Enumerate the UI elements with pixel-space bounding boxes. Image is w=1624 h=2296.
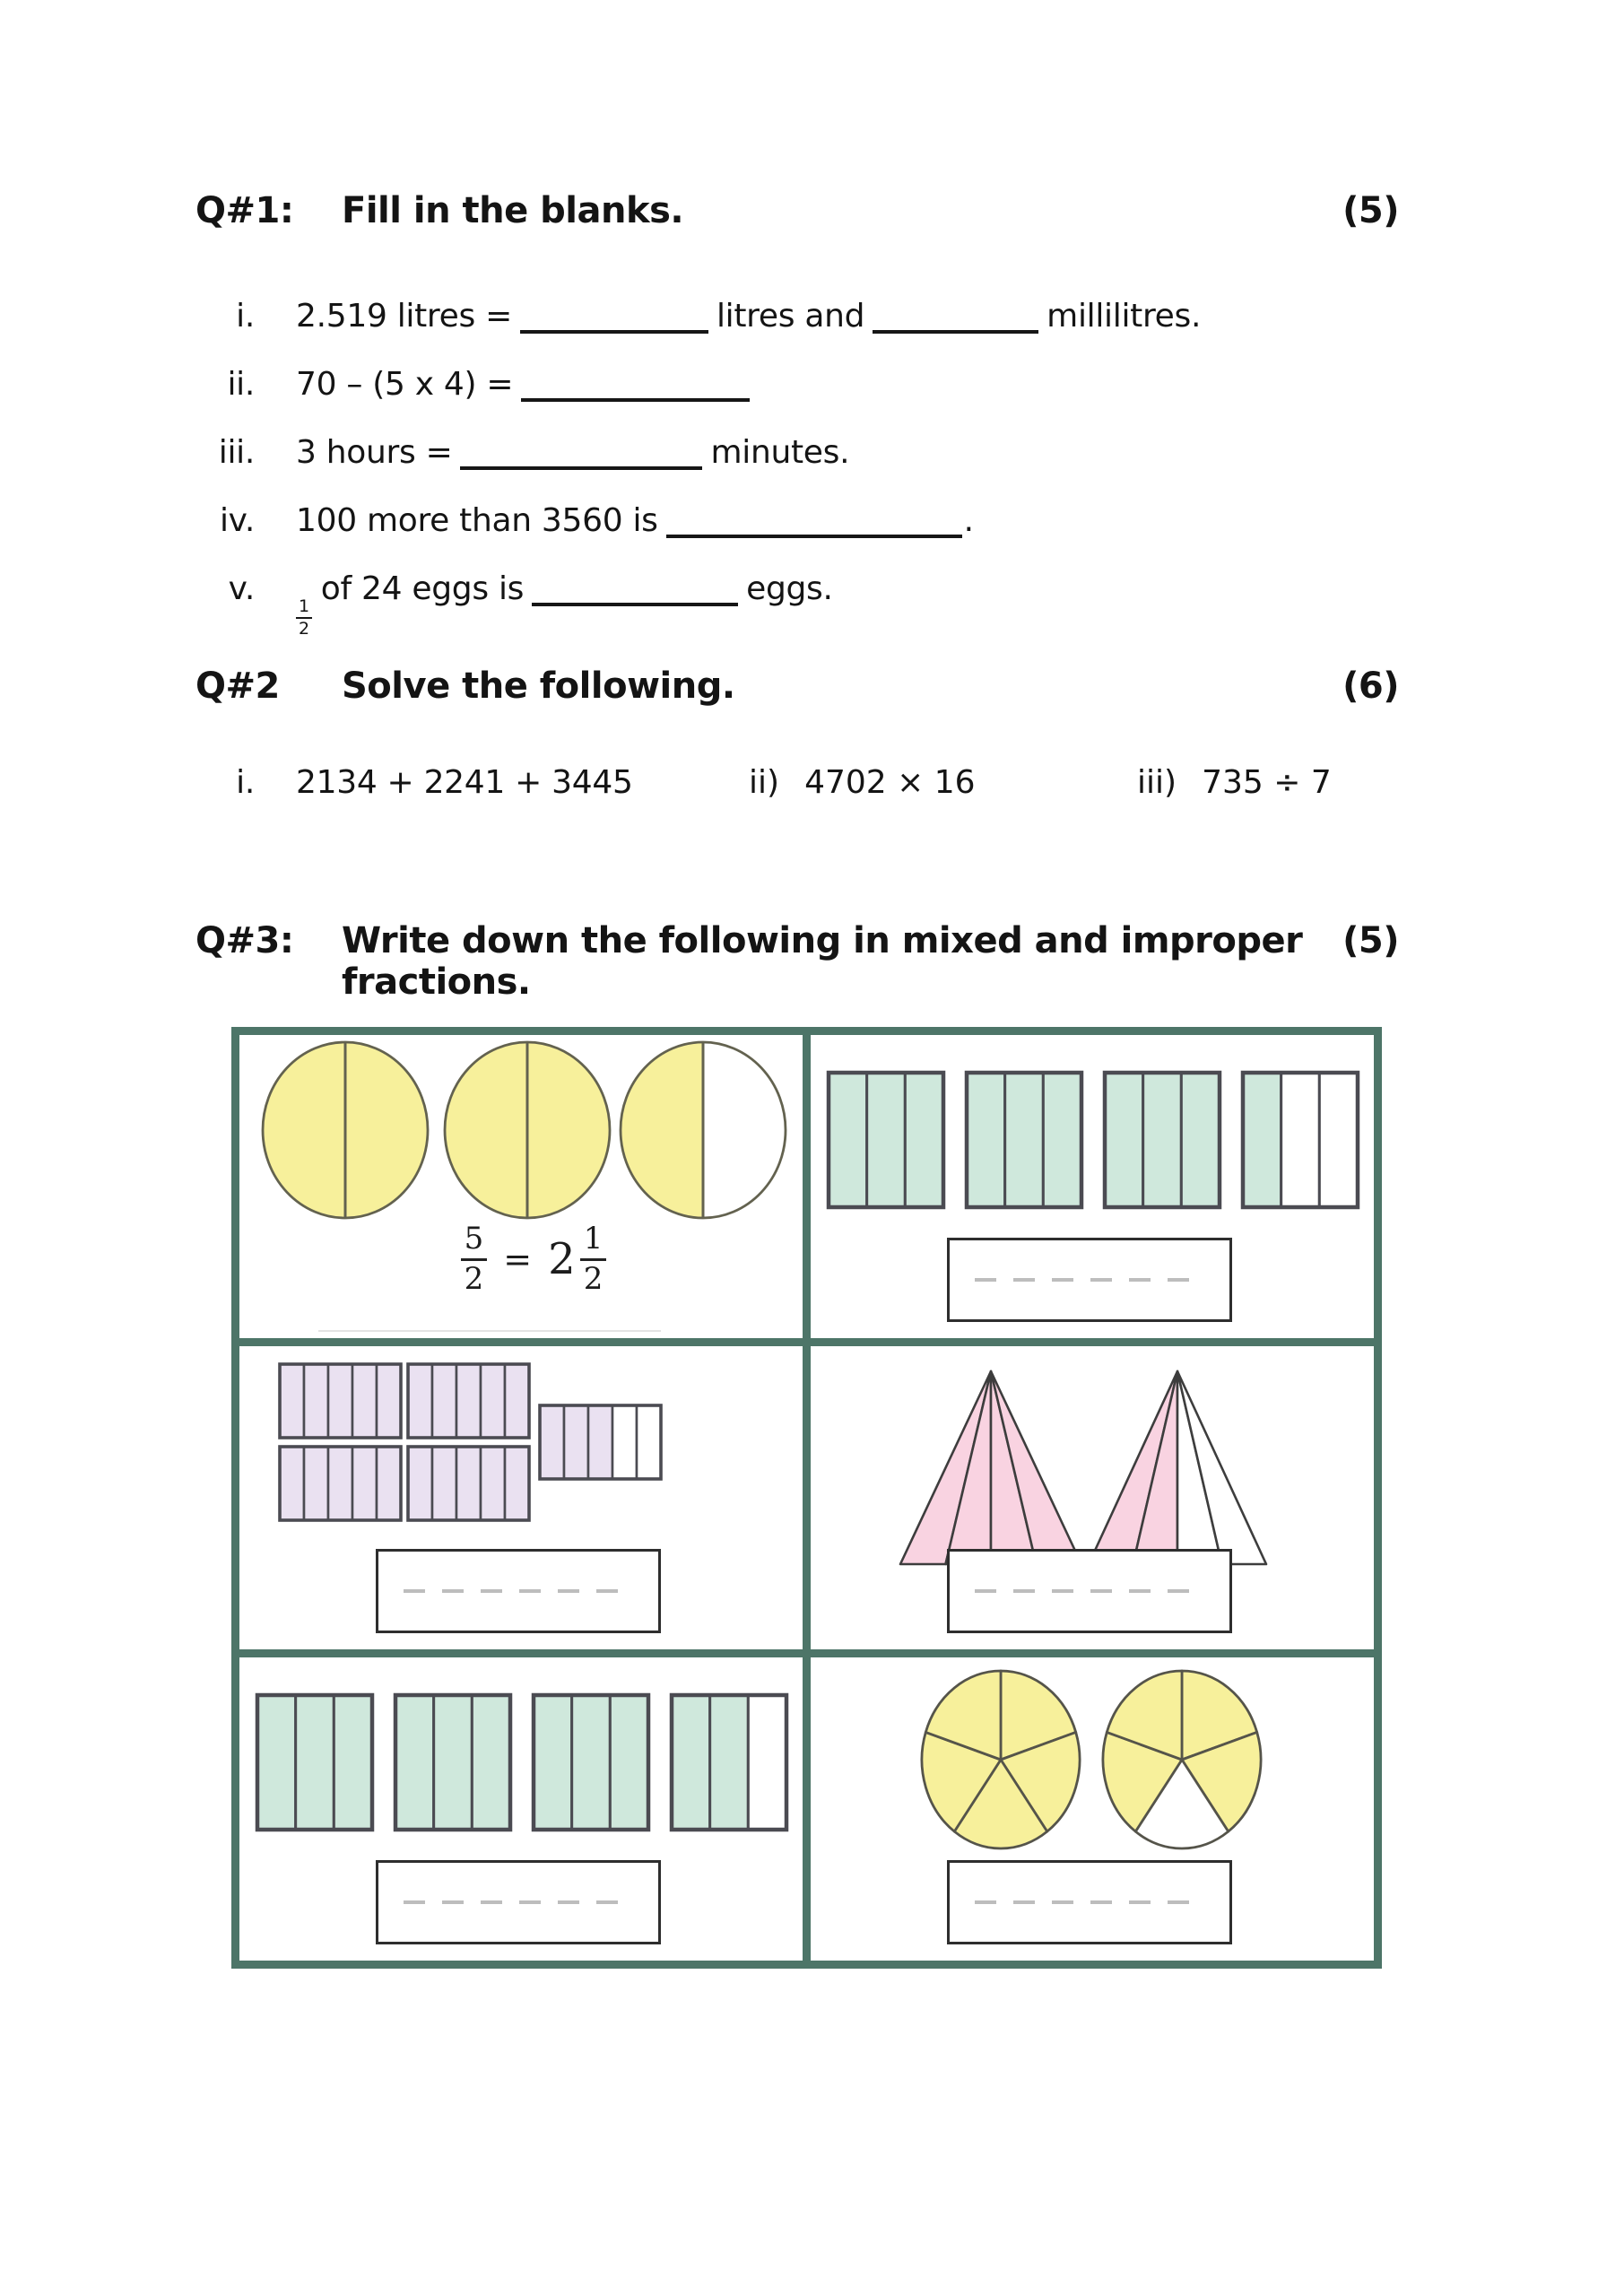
q1-item-v <box>195 570 833 638</box>
mixed-whole-number: 2 <box>548 1234 576 1285</box>
q3-marks: (5) <box>1342 920 1399 961</box>
item-text: 735 ÷ 7 <box>1202 764 1332 801</box>
blank-line <box>532 601 738 606</box>
blank-line <box>521 396 750 402</box>
blank-line <box>666 533 962 538</box>
item-numeral: ii) <box>749 764 780 801</box>
q3-heading <box>195 920 1399 1003</box>
answer-box <box>376 1860 661 1944</box>
item-text: 4702 × 16 <box>804 764 976 801</box>
grid-cell-half-circles <box>239 1035 803 1338</box>
faint-underline <box>318 1330 661 1332</box>
q1-marks: (5) <box>1342 190 1399 231</box>
dashed-answer-line <box>975 1589 1204 1593</box>
item-text: 2134 + 2241 + 3445 <box>296 764 633 801</box>
item-numeral: ii. <box>227 366 255 403</box>
answer-box <box>947 1238 1232 1322</box>
item-text: $\frac{1}{2}$ of 24 eggs is eggs. <box>296 570 833 638</box>
q2-label: Q#2 <box>195 665 280 707</box>
example-fraction <box>252 1223 803 1295</box>
blank-line <box>873 328 1038 334</box>
dashed-answer-line <box>975 1900 1204 1904</box>
q2-marks: (6) <box>1342 665 1399 707</box>
q1-item-i <box>195 298 1201 335</box>
grid-cell-quarter-triangles <box>811 1346 1374 1649</box>
dashed-answer-line <box>404 1589 633 1593</box>
answer-box <box>947 1549 1232 1633</box>
grid-cell-thirds-bars-2 <box>239 1657 803 1961</box>
item-numeral: iv. <box>219 502 255 539</box>
improper-fraction: $\frac{5}{2}$ <box>461 1223 488 1295</box>
q2-item-iii <box>1137 764 1332 801</box>
item-numeral: i. <box>236 764 255 801</box>
equals-sign: = <box>503 1239 533 1280</box>
q1-item-iii <box>195 434 849 471</box>
grid-cell-thirds-bars <box>811 1035 1374 1338</box>
q2-title: Solve the following. <box>342 665 735 707</box>
q1-title: Fill in the blanks. <box>342 190 684 231</box>
q1-heading <box>195 190 1399 231</box>
grid-cell-fifths-pies <box>811 1657 1374 1961</box>
item-text: 2.519 litres = litres and millilitres. <box>296 298 1202 335</box>
item-text: 70 – (5 x 4) = <box>296 366 758 403</box>
q2-item-ii <box>749 764 976 801</box>
answer-box <box>376 1549 661 1633</box>
q1-item-iv <box>195 502 974 539</box>
q3-title: Write down the following in mixed and improper fractions. <box>342 920 1303 1003</box>
item-text: 100 more than 3560 is . <box>296 502 974 539</box>
item-numeral: iii) <box>1137 764 1177 801</box>
dashed-answer-line <box>975 1278 1204 1282</box>
item-numeral: iii. <box>218 434 255 471</box>
item-numeral: v. <box>228 570 255 607</box>
answer-box <box>947 1860 1232 1944</box>
dashed-answer-line <box>404 1900 633 1904</box>
half-fraction: $\frac{1}{2}$ <box>296 598 312 638</box>
q2-item-i <box>195 764 633 801</box>
blank-line <box>460 465 702 470</box>
q1-item-ii <box>195 366 758 403</box>
q1-label: Q#1: <box>195 190 294 231</box>
item-numeral: i. <box>236 298 255 335</box>
grid-cell-fifths-bars <box>239 1346 803 1649</box>
mixed-fraction-part: 1 2 <box>580 1223 607 1295</box>
fraction-diagram-grid <box>231 1027 1382 1969</box>
blank-line <box>520 328 708 334</box>
item-text: 3 hours = minutes. <box>296 434 850 471</box>
q2-heading <box>195 665 1399 707</box>
q3-label: Q#3: <box>195 920 294 961</box>
